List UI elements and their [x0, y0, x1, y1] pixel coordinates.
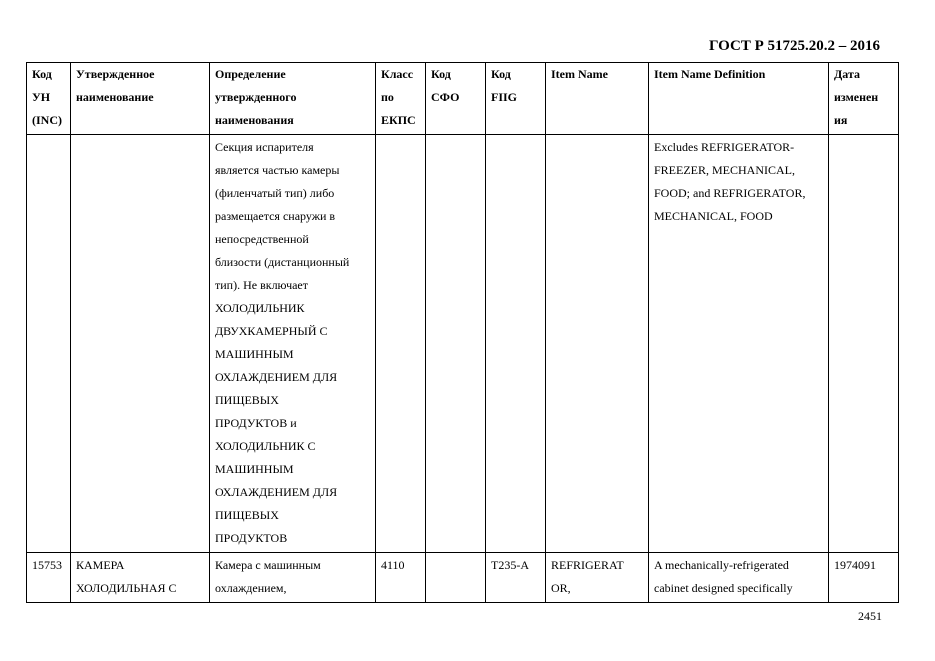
cell-definition: Камера с машинным охлаждением, [210, 553, 376, 603]
cell-class [376, 135, 426, 553]
table-row [27, 553, 899, 603]
table-header-row [27, 63, 899, 135]
cell-item-name [546, 135, 649, 553]
document-code: ГОСТ Р 51725.20.2 – 2016 [709, 38, 881, 54]
cell-fiig: T235-A [486, 553, 546, 603]
header-approved-name: Утвержденное наименование [71, 63, 210, 135]
header-item-name: Item Name [546, 63, 649, 135]
cell-inc [27, 135, 71, 553]
cell-inc: 15753 [27, 553, 71, 603]
header-sfo: Код СФО [426, 63, 486, 135]
page-number: 2451 [858, 609, 882, 623]
cell-sfo [426, 135, 486, 553]
cell-class: 4110 [376, 553, 426, 603]
cell-approved-name [71, 135, 210, 553]
cell-item-name-definition: A mechanically-refrigerated cabinet designed specifically [649, 553, 829, 603]
cell-definition: Секция испарителя является частью камеры (филенчатый тип) либо размещается снаружи в непосредственной близости (дистанционный тип). Не включает ХОЛОДИЛЬНИК ДВУХКАМЕРНЫЙ С МАШИННЫМ ОХЛАЖДЕНИЕМ ДЛЯ ПИЩЕВЫХ ПРОДУКТОВ и ХОЛОДИЛЬНИК С МАШИННЫМ ОХЛАЖДЕНИЕМ ДЛЯ ПИЩЕВЫХ ПРОДУКТОВ [210, 135, 376, 553]
header-definition: Определение утвержденного наименования [210, 63, 376, 135]
header-inc: Код УН (INC) [27, 63, 71, 135]
cell-item-name-definition: Excludes REFRIGERATOR- FREEZER, MECHANICAL, FOOD; and REFRIGERATOR, MECHANICAL, FOOD [649, 135, 829, 553]
cell-date: 1974091 [829, 553, 899, 603]
table-row [27, 135, 899, 553]
cell-sfo [426, 553, 486, 603]
catalog-table [26, 62, 899, 603]
cell-item-name: REFRIGERAT OR, [546, 553, 649, 603]
cell-approved-name: КАМЕРА ХОЛОДИЛЬНАЯ С [71, 553, 210, 603]
header-item-name-definition: Item Name Definition [649, 63, 829, 135]
cell-fiig [486, 135, 546, 553]
header-fiig: Код FIIG [486, 63, 546, 135]
cell-date [829, 135, 899, 553]
header-class: Класс по ЕКПС [376, 63, 426, 135]
header-date: Дата изменен ия [829, 63, 899, 135]
